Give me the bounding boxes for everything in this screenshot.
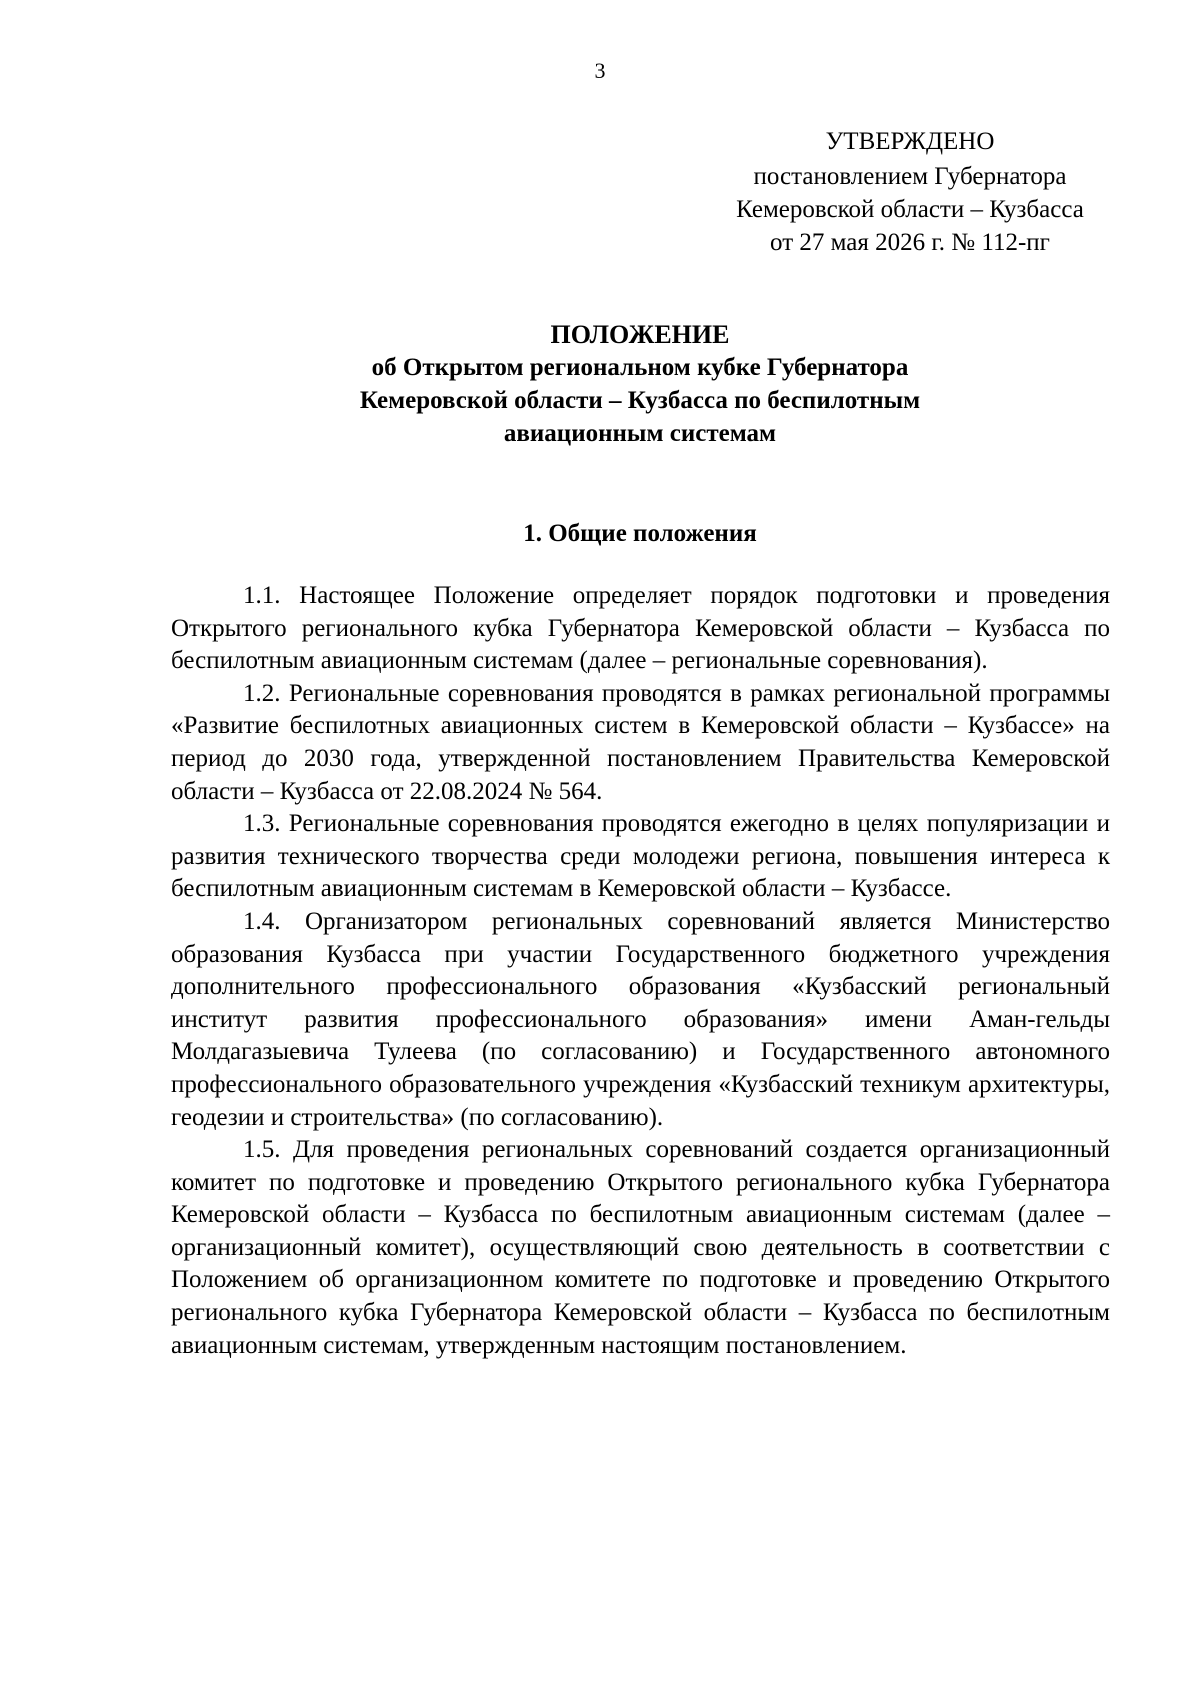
page-number: 3 (594, 58, 606, 83)
paragraph: 1.5. Для проведения региональных соревнований создается организационный комитет по подготовке и проведению Открытого регионального кубка Губернатора Кемеровской области – Кузбасса по беспилотным авиационным системам (далее – организационный комитет), осуществляющий свою деятельность в соответствии с Положением об организационном комитете по подготовке и проведению Открытого регионального кубка Губернатора Кемеровской области – Кузбасса по беспилотным авиационным системам, утвержденным настоящим постановлением. (171, 1136, 1110, 1359)
document-title-main: ПОЛОЖЕНИЕ (550, 320, 730, 349)
document-title-line: авиационным системам (503, 420, 777, 447)
paragraph: 1.1. Настоящее Положение определяет порядок подготовки и проведения Открытого регионального кубка Губернатора Кемеровской области – Кузбасса по беспилотным авиационным системам (далее – региональные соревнования). (171, 582, 1110, 675)
section-body (171, 580, 1110, 1362)
document-title-line: Кемеровской области – Кузбасса по беспилотным (359, 387, 921, 414)
approval-line: Кемеровской области – Кузбасса (736, 196, 1084, 223)
paragraph: 1.4. Организатором региональных соревнований является Министерство образования Кузбасса при участии Государственного бюджетного учреждения дополнительного профессионального образования «Кузбасский региональный институт развития профессионального образования» имени Аман-гельды Молдагазыевича Тулеева (по согласованию) и Государственного автономного профессионального образовательного учреждения «Кузбасский техникум архитектуры, геодезии и строительства» (по согласованию). (171, 907, 1110, 1131)
approval-block (710, 124, 1110, 259)
section-heading: 1. Общие положения (523, 520, 757, 547)
approval-line: постановлением Губернатора (753, 163, 1067, 190)
paragraph: 1.2. Региональные соревнования проводятся в рамках региональной программы «Развитие беспилотных авиационных систем в Кемеровской области – Кузбассе» на период до 2030 года, утвержденной постановлением Правительства Кемеровской области – Кузбасса от 22.08.2024 № 564. (171, 679, 1110, 805)
approval-title: УТВЕРЖДЕНО (825, 128, 995, 155)
document-title-line: об Открытом региональном кубке Губернатора (371, 354, 909, 381)
document-title (170, 318, 1110, 450)
paragraph: 1.3. Региональные соревнования проводятся ежегодно в целях популяризации и развития технического творчества среди молодежи региона, повышения интереса к беспилотным авиационным системам в Кемеровской области – Кузбассе. (171, 810, 1110, 903)
approval-line: от 27 мая 2026 г. № 112-пг (770, 229, 1050, 256)
